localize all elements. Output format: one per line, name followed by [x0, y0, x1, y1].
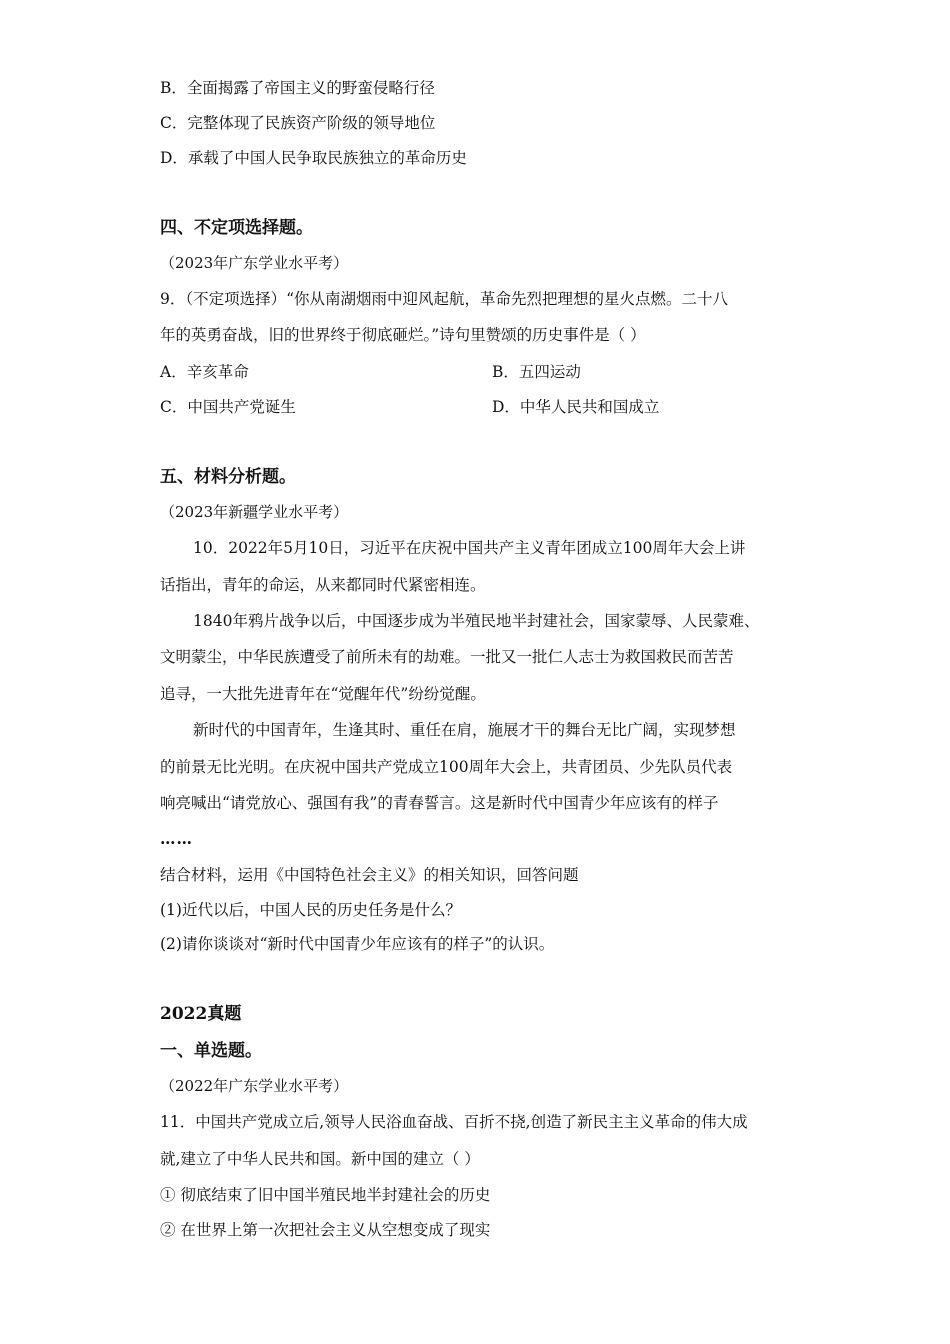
q10-paragraph2-line2: 文明蒙尘，中华民族遭受了前所未有的劫难。一批又一批仁人志士为救国救民而苦苦: [160, 648, 734, 666]
q10-paragraph1-line1: 10．2022年5月10日，习近平在庆祝中国共产主义青年团成立100周年大会上讲: [193, 539, 746, 557]
q8-option-c: C．完整体现了民族资产阶级的领导地位: [160, 114, 436, 132]
q10-subquestion-1: (1)近代以后，中国人民的历史任务是什么？: [160, 901, 461, 919]
section5-source: （2023年新疆学业水平考）: [160, 503, 349, 521]
q11-item-1: ① 彻底结束了旧中国半殖民地半封建社会的历史: [160, 1186, 491, 1204]
q8-option-b: B．全面揭露了帝国主义的野蛮侵略行径: [160, 79, 435, 97]
q10-paragraph2-line3: 追寻，一大批先进青年在“觉醒年代”纷纷觉醒。: [160, 685, 486, 703]
section4-heading: 四、不定项选择题。: [160, 218, 313, 238]
q8-option-d: D．承载了中国人民争取民族独立的革命历史: [160, 149, 467, 167]
q9-option-d: D．中华人民共和国成立: [492, 398, 660, 416]
q11-text-line2: 就,建立了中华人民共和国。新中国的建立（ ）: [160, 1150, 480, 1168]
q10-paragraph3-line3: 响亮喊出“请党放心、强国有我”的青春誓言。这是新时代中国青少年应该有的样子: [160, 794, 719, 812]
q9-option-c: C．中国共产党诞生: [160, 398, 296, 416]
q9-text-line2: 年的英勇奋战，旧的世界终于彻底砸烂。”诗句里赞颂的历史事件是（ ）: [160, 326, 646, 344]
year2022-section1-heading: 一、单选题。: [160, 1041, 262, 1061]
year2022-title: 2022真题: [160, 1004, 242, 1024]
section5-heading: 五、材料分析题。: [160, 467, 296, 487]
q11-item-2: ② 在世界上第一次把社会主义从空想变成了现实: [160, 1221, 491, 1239]
q11-text-line1: 11．中国共产党成立后,领导人民浴血奋战、百折不挠,创造了新民主主义革命的伟大成: [160, 1113, 748, 1131]
year2022-source: （2022年广东学业水平考）: [160, 1077, 349, 1095]
q10-subquestion-2: (2)请你谈谈对“新时代中国青少年应该有的样子”的认识。: [160, 935, 555, 953]
q10-paragraph3-line2: 的前景无比光明。在庆祝中国共产党成立100周年大会上，共青团员、少先队员代表: [160, 758, 733, 776]
q10-paragraph3-line1: 新时代的中国青年，生逢其时、重任在肩，施展才干的舞台无比广阔，实现梦想: [193, 721, 736, 739]
q9-text-line1: 9．（不定项选择）“你从南湖烟雨中迎风起航，革命先烈把理想的星火点燃。二十八: [160, 290, 729, 308]
section4-source: （2023年广东学业水平考）: [160, 254, 349, 272]
q10-paragraph1-line2: 话指出，青年的命运，从来都同时代紧密相连。: [160, 576, 486, 594]
q10-ellipsis: ……: [160, 829, 193, 848]
q10-instruction: 结合材料，运用《中国特色社会主义》的相关知识，回答问题: [160, 866, 579, 884]
q9-option-b: B．五四运动: [492, 363, 581, 381]
q10-paragraph2-line1: 1840年鸦片战争以后，中国逐步成为半殖民地半封建社会，国家蒙辱、人民蒙难、: [193, 612, 760, 630]
q9-option-a: A．辛亥革命: [160, 363, 249, 381]
